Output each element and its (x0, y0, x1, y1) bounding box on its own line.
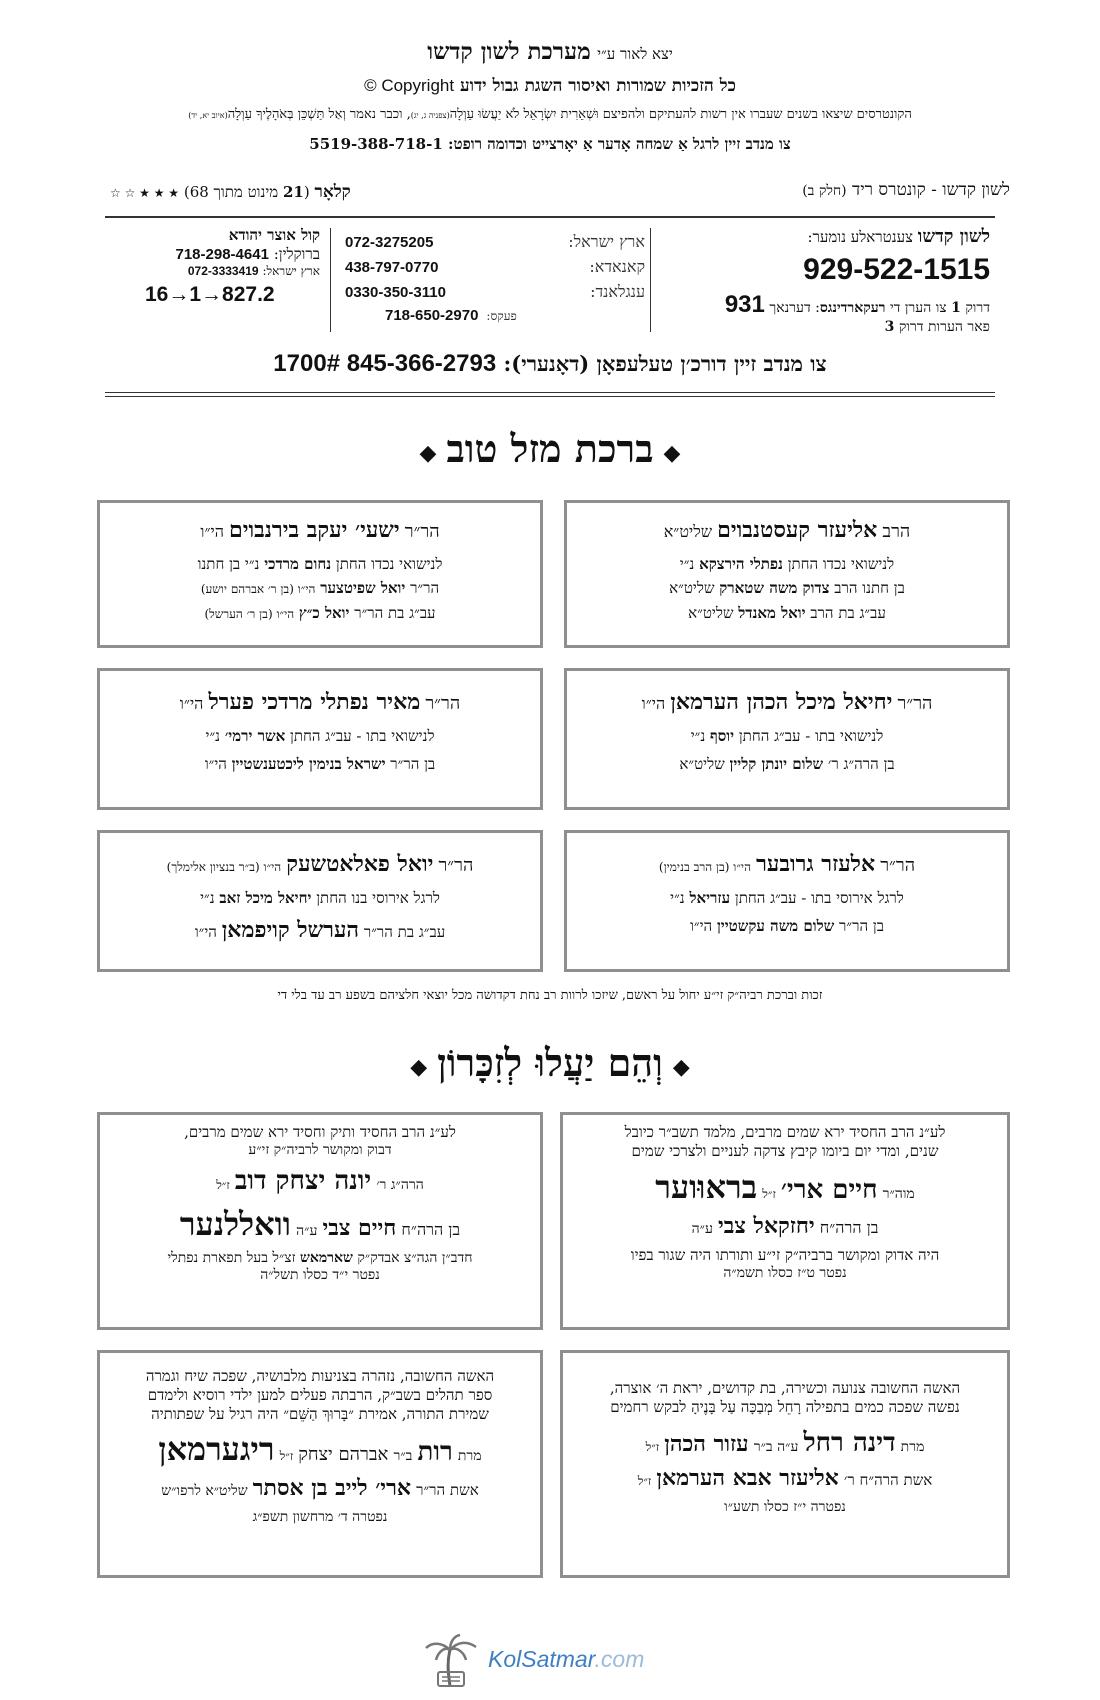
father-name: עזור הכהן (664, 1430, 749, 1457)
memorial-text: נפשה שפכה כמים בתפילה רָחֵל מְבַכָּה עַל בָּנֶיהָ לבקש רחמים (610, 1397, 960, 1416)
parent-name: שלום יונתן קליין (729, 755, 824, 774)
text: נ״י בן חתנו (197, 554, 260, 573)
groom-name: יחיאל מיכל זאב (219, 888, 312, 907)
deceased-name: יונה יצחק דוב (234, 1166, 372, 1197)
distribution-notice (60, 106, 1040, 122)
parent-name: שלום משה עקשטיין (716, 917, 835, 936)
memorial-text: היה אדוק ומקושר ברביה״ק זי״ע ותורתו היה שגור בפיו (630, 1246, 940, 1264)
divider (105, 392, 995, 393)
memorial-card (560, 1112, 1010, 1330)
title-prefix: הרה״ג ר׳ (376, 1177, 424, 1194)
text: נ״י (200, 888, 215, 907)
extension-number: 931 (724, 291, 765, 318)
honoree-name: מאיר נפתלי מרדכי פערל (208, 689, 421, 715)
honoree-name: אליעזר קעסטנבוים (717, 517, 878, 543)
phone-label: ארץ ישראל: (568, 232, 645, 251)
deceased-surname: וואללנער (179, 1204, 291, 1243)
text: לנישואי בתו - עב״ג החתן (738, 726, 884, 745)
bullet-icon: ◆ (410, 1053, 428, 1080)
in-law-name: יואל מאנדל (738, 604, 806, 622)
memorial-text: לע״נ הרב החסיד ירא שמים מרבים, מלמד תשב״ר כיובל (624, 1123, 946, 1141)
title-prefix: הר״ר (425, 693, 461, 714)
copyright-english: Copyright © (364, 76, 455, 95)
deceased-surname: בראוּוער (655, 1167, 758, 1206)
central-phone-number[interactable]: 929-522-1515 (803, 253, 990, 286)
phone-label: ברוקלין: (273, 245, 320, 263)
publisher-name: מערכת לשון קדשו (427, 38, 591, 65)
phone-number[interactable]: 438-797-0770 (345, 259, 439, 276)
mazel-tov-card (564, 830, 1010, 972)
text: אשת הר״ר (416, 1481, 479, 1500)
publisher-line (100, 38, 1000, 65)
phone-number[interactable]: 0330-350-3110 (345, 284, 446, 301)
instruction-key: 1 (951, 300, 961, 316)
title-prefix: הר״ר (880, 855, 916, 876)
honoree-name: ישעי׳ יעקב בירנבוים (229, 517, 400, 543)
bullet-icon: ◆ (663, 439, 681, 466)
groom-name: נפתלי הירצקא (699, 554, 783, 573)
title-suffix: ז״ל (762, 1186, 776, 1201)
clarity-word: קלאָר (314, 182, 351, 202)
kuntres-title (802, 180, 1010, 200)
text: נ״י (679, 554, 695, 573)
section-title-text: וְהֵם יַעֲלוּ לְזִכָּרוֹן (437, 1040, 663, 1085)
mazel-tov-card (564, 500, 1010, 648)
title-prefix: הר״ר (897, 693, 933, 714)
fax-label: פעקס: (486, 309, 517, 323)
text: בן הרה״ח (401, 1219, 461, 1239)
instruction-bold: רעקארדינגס (819, 300, 886, 316)
text: בן הרה״ח (819, 1217, 879, 1237)
donate-line (100, 350, 1000, 378)
divider (105, 216, 995, 218)
kolsatmar-logo[interactable] (420, 1632, 690, 1690)
father-name: חיים צבי (322, 1214, 397, 1241)
central-title: לשון קדשו (917, 226, 990, 247)
text: ב״ר (393, 1448, 413, 1465)
donate-text: צו מנדב זיין דורכ׳ן טעלעפאָן (דאָנערי): (503, 351, 827, 376)
text: נ״י (670, 888, 685, 907)
deceased-surname: ריגערמאן (158, 1430, 275, 1469)
kol-otzar-block (115, 226, 320, 307)
father-name: אברהם יצחק (298, 1444, 389, 1466)
text: חדב״ן הגה״צ אבדק״ק (357, 1249, 473, 1266)
phone-row-canada (345, 257, 645, 282)
instruction-text: : דערנאך (769, 300, 820, 316)
deceased-name: דינה רחל (803, 1427, 896, 1458)
clarity-rating: קלאָר (21 מינוט מתוך 68) ★ ★ ★ ☆ ☆ (110, 182, 351, 202)
title-prefix: מרת (900, 1438, 925, 1455)
mazel-tov-title (200, 426, 900, 472)
notice-text: הקונטרסים שיצאו בשנים שעברו אין רשות להעתיקם ולהפיצם וּשְׁאֵרִית יִשְׂרָאֵל לֹא יַעֲשׂוּ עַוְלָה (449, 107, 912, 122)
kuntres-part: (חלק ב) (802, 183, 847, 199)
text: עב״ג בת הר״ר (363, 923, 446, 942)
notice-ref-1: (צפניה ג, יג) (410, 111, 450, 120)
husband-name: אליעזר אבא הערמאן (656, 1465, 839, 1491)
groom-name: נחום מרדכי (264, 554, 332, 573)
parent-name: יואל שפיטצער (320, 579, 406, 598)
phone-row-england (345, 282, 645, 307)
star-rating-icon: ★ ★ ★ ☆ ☆ (110, 186, 180, 200)
fax-row (345, 307, 645, 332)
husband-name: ארי׳ לייב בן אסתר (252, 1475, 411, 1502)
deceased-name: חיים ארי׳ (780, 1174, 878, 1205)
deceased-name: רות (417, 1437, 453, 1468)
donate-number[interactable]: 845-366-2793 1700# (273, 350, 497, 377)
text: לרגל אירוסי בנו החתן (316, 888, 440, 907)
title-suffix: ז״ל (645, 1439, 660, 1454)
copyright-hebrew: כל הזכיות שמורות ואיסור השגת גבול ידוע (460, 76, 736, 96)
memorial-text: שנים, ומדי יום ביומו קיבץ צדקה לעניים ולצרכי שמים (631, 1141, 939, 1160)
father-name: יחזקאל צבי (717, 1212, 815, 1239)
text: עב״ג בת הר״ר (354, 604, 436, 622)
section-title-text: ברכת מזל טוב (446, 426, 654, 471)
instruction-text: דרוק (965, 300, 990, 316)
phone-number[interactable]: 072-3333419 (187, 264, 259, 278)
title-prefix: הר״ר (404, 521, 440, 542)
groom-name: עזריאל (689, 888, 731, 907)
groom-name: אשר ירמי׳ (224, 726, 286, 745)
divider (105, 396, 995, 397)
text: לנישואי נכדו החתן (335, 554, 443, 573)
text: שליט״א (679, 755, 725, 774)
memorial-text: דבוק ומקושר לרביה״ק זי״ע (248, 1141, 392, 1158)
title-suffix: ז״ל (279, 1449, 294, 1464)
text: לנישואי נכדו החתן (787, 554, 895, 573)
central-number-block (660, 226, 990, 336)
title-prefix: מרת (457, 1448, 482, 1465)
mazel-tov-card (564, 668, 1010, 810)
clarity-minutes: 21 (282, 183, 304, 201)
memorial-text: האשה החשובה צנועה וכשירה, בת קדושים, יראת ה׳ אוצרה, (609, 1379, 961, 1397)
memorial-card (560, 1350, 1010, 1578)
mazel-tov-card (97, 500, 543, 648)
groom-name: יוסף (710, 726, 735, 745)
title-prefix: הר״ר (438, 855, 474, 876)
honoree-name: יואל פאלאטשעק (286, 851, 434, 877)
town-name: שארמאש (299, 1249, 353, 1266)
parent-name: הערשל קויפמאן (221, 917, 360, 944)
dedication-phone-line: צו מנדב זיין לרגל אַ שמחה אָדער אַ יאָרצייט וכדומה רופט: 5519-388-718-1 (309, 135, 791, 153)
date-of-passing: נפטרה ד׳ מרחשון תשפ״ג (252, 1508, 388, 1525)
memorial-card (97, 1350, 543, 1578)
phone-number[interactable]: 072-3275205 (345, 234, 434, 251)
title-suffix: הי״ו (179, 694, 204, 713)
honoree-name: יחיאל מיכל הכהן הערמאן (670, 689, 893, 715)
notes-key: 3 (884, 319, 895, 335)
memorial-text: שמירת התורה, אמירת ״בָּרוּךְ הַשֵּׁם״ היה רגיל על שפתותיה (151, 1404, 489, 1423)
mazel-tov-card (97, 830, 543, 972)
date-of-passing: נפטר ט״ז כסלו תשמ״ה (723, 1264, 847, 1281)
title-suffix: שליט״א (663, 522, 713, 541)
title-suffix: ז״ל (637, 1474, 652, 1488)
title-prefix: הרב (882, 521, 911, 542)
text: עב״ג בת הרב (810, 604, 886, 622)
copyright-line (100, 76, 1000, 96)
memorial-text: ספר תהלים בשב״ק, הרבתה פעלים למען ילדי רוסיא ולימדם (147, 1385, 493, 1404)
text: שליט״א (669, 579, 715, 598)
phone-label: ארץ ישראל: (262, 264, 320, 278)
notes-instruction: פאר הערות דרוק (898, 319, 990, 335)
logo-brand: KolSatmar (488, 1646, 595, 1672)
text: ע״ה (296, 1222, 318, 1239)
title-suffix: הי״ו (641, 694, 666, 713)
text: בן הרה״ג ר׳ (827, 755, 895, 774)
date-of-passing: נפטרה י״ז כסלו תשע״ו (724, 1498, 846, 1515)
text: ע״ה ב״ר (753, 1438, 799, 1455)
text: הי״ו (בן ר׳ אברהם יושע) (200, 582, 316, 597)
text: זצ״ל בעל תפארת נפתלי (167, 1249, 296, 1266)
fax-number[interactable]: 718-650-2970 (385, 307, 479, 324)
honoree-name: אלעזר גרובער (756, 851, 876, 877)
kuntres-name: לשון קדשו - קונטרס ריד (852, 180, 1010, 200)
palm-tree-icon (420, 1632, 482, 1690)
in-law-name: יואל כ״ץ (298, 604, 350, 622)
text: הר״ר (410, 579, 440, 598)
text: לנישואי בתו - עב״ג החתן (290, 726, 435, 745)
international-numbers (345, 232, 645, 332)
kol-otzar-title: קול אוצר יהודא (228, 226, 320, 244)
phone-row-israel (345, 232, 645, 257)
memorial-card (97, 1112, 543, 1330)
title-prefix: מוה״ר (882, 1185, 915, 1202)
text: שליט״א לרפו״ש (161, 1483, 248, 1500)
text: בן הר״ר (839, 917, 884, 936)
title-suffix: הי״ו (בן הרב בנימין) (658, 860, 751, 874)
publisher-by: יצא לאור ע״י (597, 45, 673, 63)
clarity-minutes-text: מינוט מתוך 68 (189, 183, 279, 201)
phone-label: קאנאדא: (589, 257, 645, 276)
instruction-text: צו הערן די (890, 300, 947, 316)
text: נ״י (205, 726, 221, 745)
date-of-passing: נפטר י״ד כסלו תשל״ה (260, 1267, 380, 1284)
title-suffix: ז״ל (216, 1178, 230, 1193)
title-suffix: הי״ו (ב״ר בנציון אלימלך) (166, 860, 282, 874)
title-suffix: הי״ו (200, 522, 224, 541)
mazel-tov-card (97, 668, 543, 810)
text: לרגל אירוסי בתו - עב״ג החתן (734, 888, 904, 907)
text: הי״ו (בן ר׳ הערשל) (204, 607, 295, 621)
divider (650, 228, 651, 332)
phone-number[interactable]: 718-298-4641 (175, 246, 269, 263)
text: אשת הרה״ח ר׳ (843, 1471, 933, 1489)
logo-tld: .com (594, 1646, 645, 1672)
text: שליט״א (688, 604, 734, 622)
central-subtitle: צענטראלע נומער: (807, 228, 913, 246)
text: בן חתנו הרב (834, 579, 905, 598)
text: בן הר״ר (390, 755, 436, 774)
text: הי״ו (204, 755, 227, 774)
blessing-line: זכות וברכת רביה״ק זי״ע יחול על ראשם, שיזכו לרוות רב נחת דקדושה מכל יוצאי חלציהם בשפע רב עד בלי די (277, 988, 823, 1003)
notice-text-2: , וכבר נאמר וְאַל תַּשְׁכֵּן בְּאֹהָלֶיךָ עַוְלָה (227, 107, 411, 122)
text: ע״ה (691, 1220, 713, 1237)
bullet-icon: ◆ (419, 439, 437, 466)
bullet-icon: ◆ (672, 1053, 690, 1080)
divider (330, 228, 331, 332)
text: נ״י (690, 726, 706, 745)
memorial-text: לע״נ הרב החסיד ותיק וחסיד ירא שמים מרבים, (184, 1123, 456, 1141)
notice-ref-2: (איוב יא, יד) (188, 111, 228, 120)
memorial-text: האשה החשובה, נזהרה בצניעות מלבושיה, שפכה שיח וגמרה (145, 1367, 495, 1385)
text: הי״ו (690, 917, 713, 936)
text: הי״ו (194, 923, 217, 942)
memorial-title (200, 1040, 900, 1086)
parent-name: צדוק משה שטארק (719, 579, 830, 598)
parent-name: ישראל בנימין ליכטענשטיין (231, 755, 386, 774)
phone-label: ענגלאנד: (590, 282, 645, 301)
menu-path: 16→1→827.2 (145, 283, 275, 306)
